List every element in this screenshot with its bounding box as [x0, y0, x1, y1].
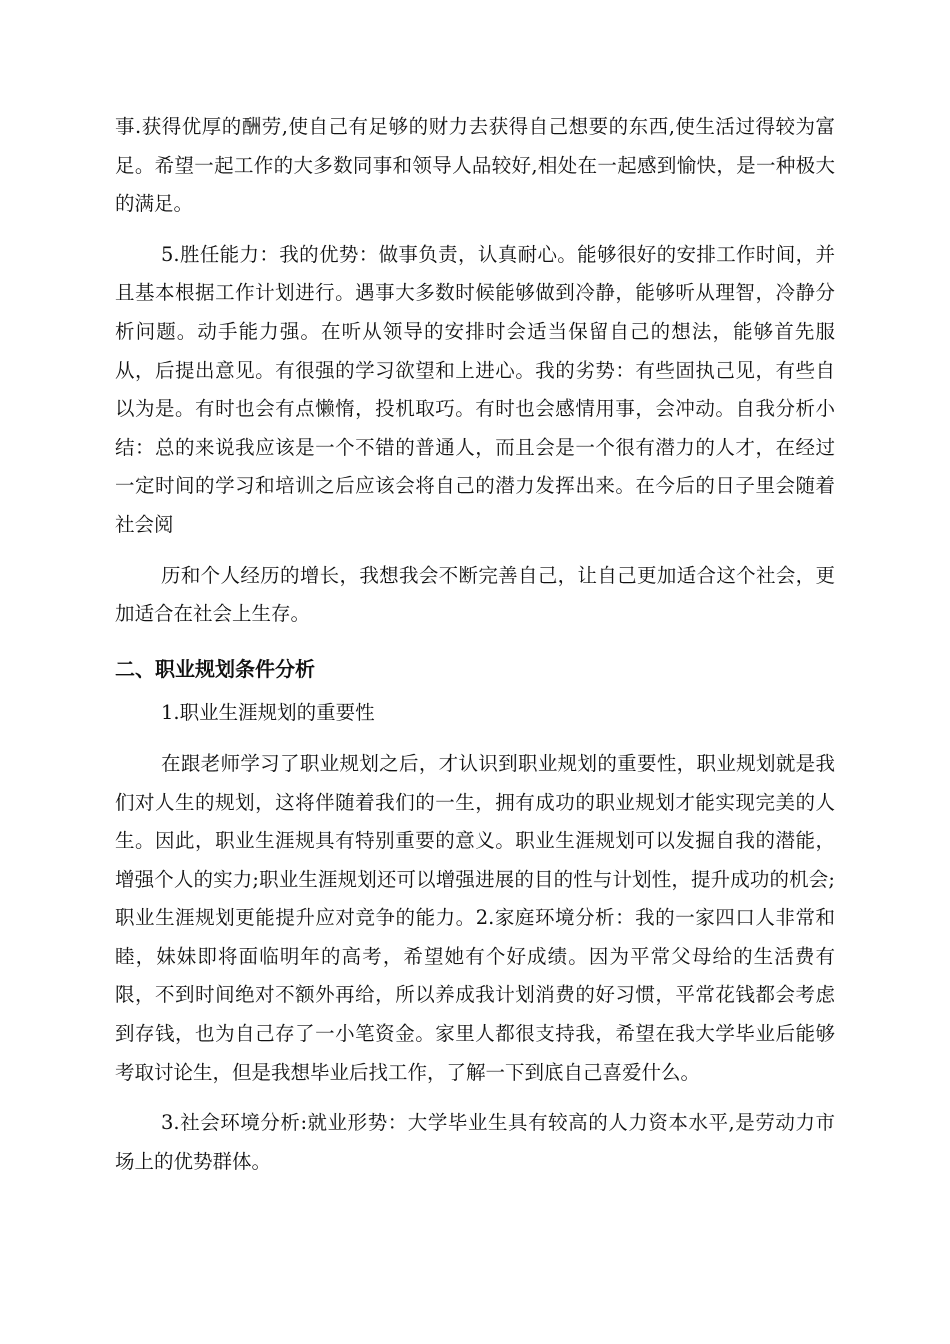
paragraph-importance-family: 在跟老师学习了职业规划之后，才认识到职业规划的重要性，职业规划就是我们对人生的规划，这将伴随着我们的一生，拥有成功的职业规划才能实现完美的人生。因此，职业生涯规具有特别重要的意义。职业生涯规划可以发掘自我的潜能，增强个人的实力;职业生涯规划还可以增强进展的目的性与计划性，提升成功的机会;职业生涯规划更能提升应对竞争的能力。2.家庭环境分析：我的一家四口人非常和睦，妹妹即将面临明年的高考，希望她有个好成绩。因为平常父母给的生活费有限，不到时间绝对不额外再给，所以养成我计划消费的好习惯，平常花钱都会考虑到存钱，也为自己存了一小笔资金。家里人都很支持我，希望在我大学毕业后能够考取讨论生，但是我想毕业后找工作，了解一下到底自己喜爱什么。: [115, 751, 835, 1084]
document-page: [115, 108, 835, 1181]
subheading-importance: 1.职业生涯规划的重要性: [161, 701, 375, 725]
paragraph-experience-growth: 历和个人经历的增长，我想我会不断完善自己，让自己更加适合这个社会，更加适合在社会上生存。: [115, 563, 835, 626]
section-heading-career-planning-analysis: 二、职业规划条件分析: [115, 656, 315, 681]
paragraph-reward-satisfaction: 事.获得优厚的酬劳,使自己有足够的财力去获得自己想要的东西,使生活过得较为富足。希望一起工作的大多数同事和领导人品较好,相处在一起感到愉快，是一种极大的满足。: [115, 115, 835, 216]
paragraph-social-environment: 3.社会环境分析:就业形势：大学毕业生具有较高的人力资本水平,是劳动力市场上的优势群体。: [115, 1111, 835, 1173]
paragraph-competence: 5.胜任能力：我的优势：做事负责，认真耐心。能够很好的安排工作时间，并且基本根据工作计划进行。遇事大多数时候能够做到冷静，能够听从理智，冷静分析问题。动手能力强。在听从领导的安排时会适当保留自己的想法，能够首先服从，后提出意见。有很强的学习欲望和上进心。我的劣势：有些固执己见，有些自以为是。有时也会有点懒惰，投机取巧。有时也会感情用事，会冲动。自我分析小结：总的来说我应该是一个不错的普通人，而且会是一个很有潜力的人才，在经过一定时间的学习和培训之后应该会将自己的潜力发挥出来。在今后的日子里会随着社会阅: [115, 242, 835, 536]
